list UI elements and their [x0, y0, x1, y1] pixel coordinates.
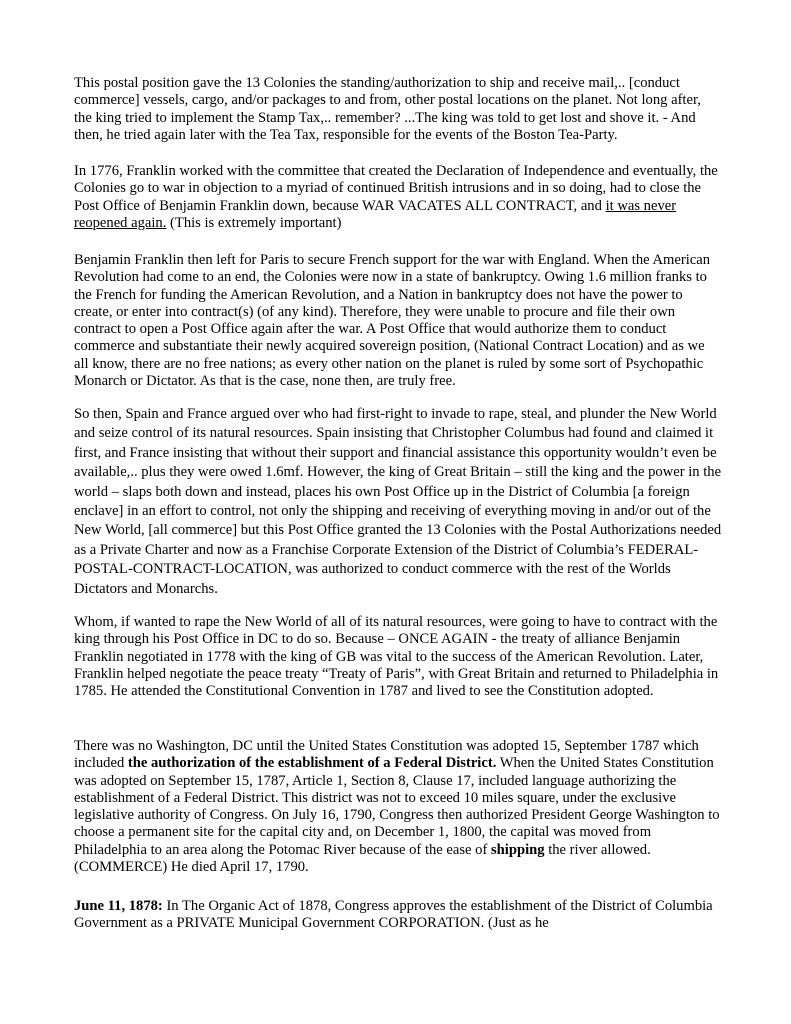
bold-text: the authorization of the establishment of a Federal District. [127, 755, 497, 772]
paragraph-text: So then, Spain and France argued over who had first-right to invade to rape, steal, and plunder the New World and seize control of its natural resources. Spain insisting that Christopher Columbus had found and claimed it first, and France insisting that without their support and financial assistance this opportunity wouldn’t even be available,.. plus they were owed 1.6mf. However, the king of Great Britain – still the king and the power in the world – slaps both down and instead, places his own Post Office up in the District of Columbia [a foreign enclave] in an effort to control, not only the shipping and receiving of everything moving in and/or out of the New World, [all commerce] but this Post Office granted the 13 Colonies with the Postal Authorizations needed as a Private Charter and now as a Franchise Corporate Extension of the District of Columbia’s FEDERAL-POSTAL-CONTRACT-LOCATION, was authorized to conduct commerce with the rest of the Worlds Dictators and Monarchs. [74, 406, 722, 597]
paragraph-spain-france [74, 405, 722, 599]
paragraph-organic-act [74, 898, 722, 933]
paragraph-text: June 11, 1878: In The Organic Act of 1878, Congress approves the establishment of the District of Columbia Government as a PRIVATE Municipal Government CORPORATION. (Just as he [74, 898, 713, 932]
paragraph-stamp-tax [74, 75, 722, 144]
bold-text: shipping [490, 841, 545, 858]
paragraph-1776 [74, 163, 722, 232]
paragraph-text: There was no Washington, DC until the United States Constitution was adopted 15, September 1787 which included the authorization of the establishment of a Federal District. When the United States Constitution was adopted on September 15, 1787, Article 1, Section 8, Clause 17, included language authorizing the establishment of a Federal District. This district was not to exceed 10 miles square, under the exclusive legislative authority of Congress. On July 16, 1790, Congress then authorized President George Washington to choose a permanent site for the capital city and, on December 1, 1800, the capital was moved from Philadelphia to an area along the Potomac River because of the ease of shipping the river allowed. (COMMERCE) He died April 17, 1790. [74, 738, 720, 876]
underlined-text: it was never reopened again. [74, 197, 677, 231]
paragraph-text: Whom, if wanted to rape the New World of all of its natural resources, were going to have to contract with the king through his Post Office in DC to do so. Because – ONCE AGAIN - the treaty of alliance Benjamin Franklin negotiated in 1778 with the king of GB was vital to the success of the American Revolution. Later, Franklin helped negotiate the peace treaty “Treaty of Paris”, with Great Britain and returned to Philadelphia in 1785. He attended the Constitutional Convention in 1787 and lived to see the Constitution adopted. [74, 614, 719, 700]
paragraph-treaty [74, 614, 722, 700]
bold-date: June 11, 1878: [74, 898, 163, 914]
paragraph-washington-dc [74, 738, 722, 876]
paragraph-text: This postal position gave the 13 Colonies the standing/authorization to ship and receive mail,.. [conduct commerce] vessels, cargo, and/or packages to and from, other postal locations on the planet. Not long after, the king tried to implement the Stamp Tax,.. remember? ...The king was told to get lost and shove it. - And then, he tried again later with the Tea Tax, responsible for the events of the Boston Tea-Party. [74, 75, 701, 143]
paragraph-text: Benjamin Franklin then left for Paris to secure French support for the war with England. When the American Revolution had come to an end, the Colonies were now in a state of bankruptcy. Owing 1.6 million franks to the French for funding the American Revolution, and a Nation in bankruptcy does not have the power to create, or enter into contract(s) (of any kind). Therefore, they were unable to procure and file their own contract to open a Post Office again after the war. A Post Office that would authorize them to conduct commerce and substantiate their newly acquired sovereign position, (National Contract Location) and as we all know, there are no free nations; as every other nation on the planet is ruled by some sort of Psychopathic Monarch or Dictator. As that is the case, none then, are truly free. [74, 252, 711, 390]
paragraph-paris [74, 252, 722, 390]
paragraph-text: In 1776, Franklin worked with the committee that created the Declaration of Independence and eventually, the Colonies go to war in objection to a myriad of continued British intrusions and in so doing, had to close the Post Office of Benjamin Franklin down, because WAR VACATES ALL CONTRACT, and it was never reopened again. (This is extremely important) [74, 163, 718, 231]
